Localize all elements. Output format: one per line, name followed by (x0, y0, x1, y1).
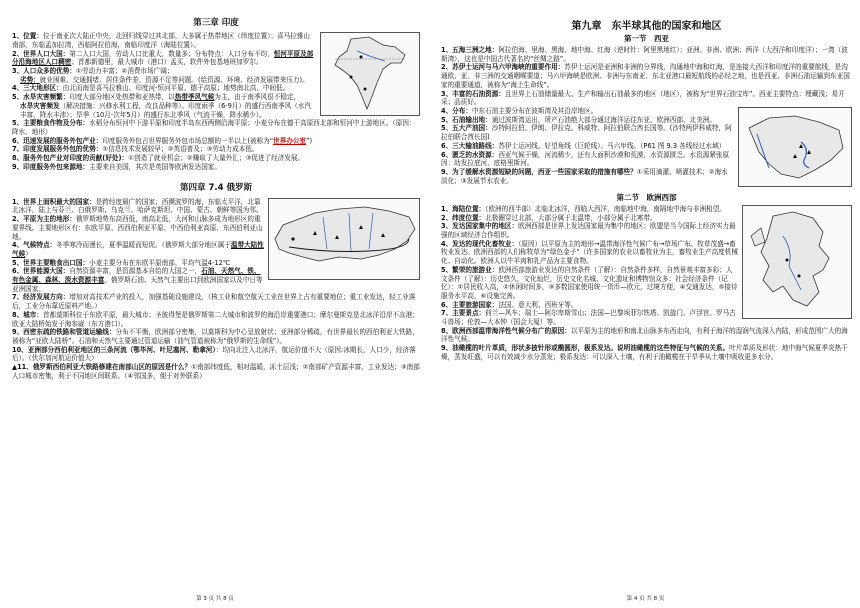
right-page (431, 0, 860, 608)
west-europe-section-title: 第二节 欧洲西部 (616, 193, 677, 202)
russia-entry-9: 9、西密东疏的铁路和管道运输线：分布不平衡，欧洲部分密集，以莫斯科为中心呈放射状；亚洲部分稀疏，有世界最长的西伯利亚大铁路，被称为“亚欧大陆桥”。石油和天然气主要通过管道运输（油气管道被称为“俄罗斯的生命线”）。 (12, 328, 419, 345)
west-europe-entry-9: 9、油橄榄的叶片革质，形状多披针形或椭圆形，极系发达。说明油橄榄的这些特征与气候的关系。叶片革质及形状：地中海气候夏季炎热干燥，蒸发旺盛，可以有效减少水分蒸发；极系发达：可以深入土壤，有利于油橄榄在干旱季从土壤中吸收更多水分。 (441, 344, 848, 361)
west-europe-entry-6: 6、主要旅游国家：法国、意大利、西班牙等。 (441, 300, 578, 309)
west-asia-entry-4: 4、分布：中东石油主要分布在波斯湾及其沿岸地区。 (441, 107, 598, 115)
west-europe-entry-8: 8、欧洲西部温带海洋性气候分布广的原因：以平原为主的地形和南北山脉多东西走向，有利于海洋的湿润气流深入内陆，形成范围广大的海洋性气候。 (441, 326, 848, 344)
west-europe-entry-7: 7、主要景点：荷兰—风车；瑞士—阿尔卑斯雪山；法国—巴黎埃菲尔铁塔、凯旋门、卢浮宫、罗马古斗兽场；伦敦—大本钟（国会大厦）等。 (441, 309, 736, 327)
left-page-footer: 第 3 页 共 8 页 (196, 595, 234, 602)
russia-entry-5: 5、世界主要粮食出口国：小麦主要分布在东欧平原南部，平均气温4-12℃ (12, 258, 231, 267)
india-entry-9: 8、服务外包产业对印度的贡献(好处)：①创造了就业机会；②赚取了大量外汇；③促进了经济发展。 (12, 154, 305, 163)
india-entry-6: 5、主要粮食作物及分布：水稻分布恒河中下游平原和印度半岛东西两侧沿海平原；小麦分布在德干高原西北部和恒河中上游地区。（原因：降水、地形） (12, 119, 416, 136)
russia-entry-2: 2、平原为主的地形：俄罗斯地势东高西低，南高北低，大河和山脉多成为地形区的重要界线。主要地形区有：东欧平原、西西伯利亚平原、中西伯利亚高原、东西伯利亚山地。 (12, 215, 263, 241)
india-entry-3b: 劣势：就业困难、交通拥堵、居住条件差、资源不足等问题。(给资源、环境、经济发展带来压力)。 (20, 75, 309, 84)
russia-map (268, 198, 420, 280)
russia-entry-10: 10、亚洲部分西伯利亚地区的三条河流（鄂毕河、叶尼塞河、勒拿河）：均向北注入北冰洋，航运价值不大（原因:冰期长，人口少，经济落后）。（伏尔加河航运价值大） (12, 345, 416, 363)
west-europe-entry-3: 3、发达国家集中的地区：欧洲西部是世界上发达国家最为集中的地区；欧盟是当今国际上经济实力最强的区域经济合作组织。 (441, 222, 736, 239)
russia-entry-4: 4、气候特点：冬季寒冷而漫长，夏季温暖而短促。（俄罗斯大部分地区属于温带大陆性气候） (12, 241, 264, 258)
west-asia-entry-1: 1、五海三洲之地：阿拉伯海、里海、黑海、地中海、红海（逆时针：阿里黑地红）；亚洲、非洲、欧洲；两洋（大西洋和印度洋）；一湾（波斯湾），这也是中国古代著名的“丝绸之路”。 (441, 46, 848, 63)
india-entry-4: 4、三大地形区：由北而南是喜马拉雅山、印度河-恒河平原、德干高原；地势南北高，中间低。 (12, 84, 290, 93)
west-asia-entry-3: 3、丰富的石油资源：且世界上石油储量最大、生产和输出石油最多的地区（地区），被称为“世界石油宝库”。西亚主要特点：埋藏浅；易开采；品质好。 (441, 89, 845, 107)
west-europe-entry-5: 5、繁荣的旅游业：欧洲西部旅游业发达的自然条件（了解）：自然条件多样，自然景观丰富多彩；人文条件（了解）：历史悠久，文化灿烂，历史文化名城、文化遗址和博物馆众多；社会经济条件（记忆）：①居民收入高，②休闲时间多，③多数国家使用统一货币—欧元，过境方便，④交通发达，⑤接待服务水平高，⑥设施完善。 (441, 265, 738, 300)
west-europe-entry-4: 4、发达的现代化畜牧业：（原因）以平原为主的地形→温带海洋性气候广布→草场广布、牧草茂盛→畜牧业发达。欧洲西部的人们称牧草为“绿色金子”（许多国家的农业以畜牧业为主，畜牧业生产高度机械化、自动化。欧洲人以牛羊肉和乳产品为主要食物。 (441, 239, 738, 266)
russia-entry-8: 8、城市：首都莫斯科位于东欧平原，最大城市；圣彼得堡是俄罗斯第二大城市和波罗的海沿岸重要港口；摩尔曼斯克是北冰洋沿岸不冻港；欧亚大陆桥始发于海参崴（东方港口）。 (12, 310, 419, 328)
right-page-footer: 第 4 页 共 8 页 (626, 595, 665, 602)
russia-entry-6: 6、世界能源大国：自然资源丰富，是资源基本自给的大国之一，石油、天然气、铁、有色金属、森林、淡水资源丰富。俄罗斯石油、天然气主要出口到欧洲国家以及中日等亚洲国家。 (12, 267, 263, 293)
russia-entry-7: 7、经济发展方向：增加对高技术产业的投入，加强基础设施建设，（核工业和航空航天工业在世界上占有重要地位；重工业发达，轻工业落后，工业分布靠近原料产地。） (12, 293, 416, 311)
west-europe-entry-2: 2、纬度位置：北极圈穿过北部，大部分属于北温带，小部分属于北寒带。 (441, 213, 657, 222)
india-entry-7: 6、迅速发展的服务外包产业：印度服务外包占世界服务外包市场总额的一半以上(被称为“世界办公室”) (12, 136, 313, 145)
india-entry-8: 7、印度发展服务外包的优势：①信息技术发展较早；②英语普及；③劳动力成本低。 (12, 145, 259, 154)
russia-chapter-title: 第四章 7.4 俄罗斯 (180, 183, 252, 194)
west-asia-entry-2: 2、苏伊士运河与马六甲海峡的重要作用：苏伊士运河是亚洲和非洲的分界线，沟通地中海和红海，是连接大西洋和印度洋的重要航线，是沟通欧、亚、非三洲的交通咽喉要道；马六甲海峡是欧洲、非洲与东南亚、东北亚港口最短航线的必经之地，也是西亚、非洲石油运输到东亚国家的重要通道，被称为“海上生命线”。 (441, 63, 850, 89)
west-europe-entry-1: 1、海陆位置：（欧洲的西半部）北临北冰洋，西临大西洋，南临地中海，南隔地中海与非洲相望。 (441, 204, 726, 213)
india-chapter-title: 第三章 印度 (193, 18, 239, 28)
west-asia-entry-6: 5、五大产油国：沙特阿拉伯、伊朗、伊拉克、科威特、阿拉伯联合酋长国等。(沙特两伊科威特，阿拉伯联合酋长国) (441, 124, 732, 142)
right-chapter-title: 第九章 东半球其他的国家和地区 (571, 21, 722, 32)
india-entry-5b: 水旱灾害频发（解决措施：兴修水利工程，改良品种等）。印度雨季（6-9月）的盛行西南季风（水汽丰富，降水丰沛）；旱季（10月-次年5月）的盛行东北季风（气流干燥，降水稀少）。 (20, 101, 311, 119)
west-asia-section-title: 第一节 西亚 (624, 34, 669, 44)
india-entry-10: 9、印度服务外包来源地：主要来自美国，其次是英国等欧洲发达国家。 (12, 162, 221, 171)
india-entry-5: 5、水旱灾害频繁：印度大部分地区处热带和亚热带，以热带季风气候为主，由于南季风很不稳定， (12, 93, 301, 102)
india-entry-1: 1、位置：位于南亚次大陆正中央，北回归线穿过其北部，大多属于热带地区（纬度位置）；喜马拉雅山南部，东临孟加拉湾，西临阿拉伯海，南临印度洋（海陆位置）。 (12, 32, 311, 49)
west-asia-entry-9: 9、为了缓解水资源短缺的问题，西亚一些国家采取的措施有哪些？①采用滴灌、喷灌技术；②海水淡化；③发展节水农业。 (441, 167, 728, 185)
west-asia-entry-7: 6、三大输油路线：苏伊士运河线、好望角线（巨轮线）、马六甲线。（P61 图 9.3 各线经过水域） (441, 141, 726, 150)
india-entry-2: 2、世界人口大国：第二人口大国，劳动人口比重大，数量多；分布特点：人口分布不均，恒河平原及部分沿海地区人口稠密；首都新德里，最大城市（港口）孟买，软件外包基地班加罗尔。 (12, 49, 314, 67)
west-asia-entry-8: 6、匮乏的水资源：西亚气候干燥，河流稀少，还有大面积沙漠和荒漠，水资源匮乏。水资源紧张原因：幼发拉底河、底格里斯河。 (441, 150, 730, 168)
russia-entry-1: 1、世界上面积最大的国家：是跨经度最广的国家；西濒波罗的海，东临太平洋，北靠北冰洋，陆上与芬兰、白俄罗斯、乌克兰、哈萨克斯坦、中国、蒙古、朝鲜等国为邻。 (12, 197, 263, 215)
west-asia-entry-5: 5、石油输出地：通过波斯湾运出，所产石油绝大部分通过海洋运往东亚、欧洲西部、北美洲。 (441, 115, 716, 124)
west-asia-entries (441, 46, 852, 185)
india-map (320, 32, 420, 116)
west-europe-map (742, 205, 852, 319)
west-asia-map (738, 107, 852, 187)
india-entry-3: 3、人口众多的优势：①劳动力丰富；②消费市场广阔； (12, 67, 174, 76)
russia-entry-11: ▲11、俄罗斯西伯利亚大铁路修建在南部山区的原因是什么？①南部纬度低，相对温暖，冻土层浅；②南部矿产资源丰富，工业发达；③南部人口城市密集，利于不同地区间联系。（④邻国多，便于对外联系） (12, 363, 420, 380)
